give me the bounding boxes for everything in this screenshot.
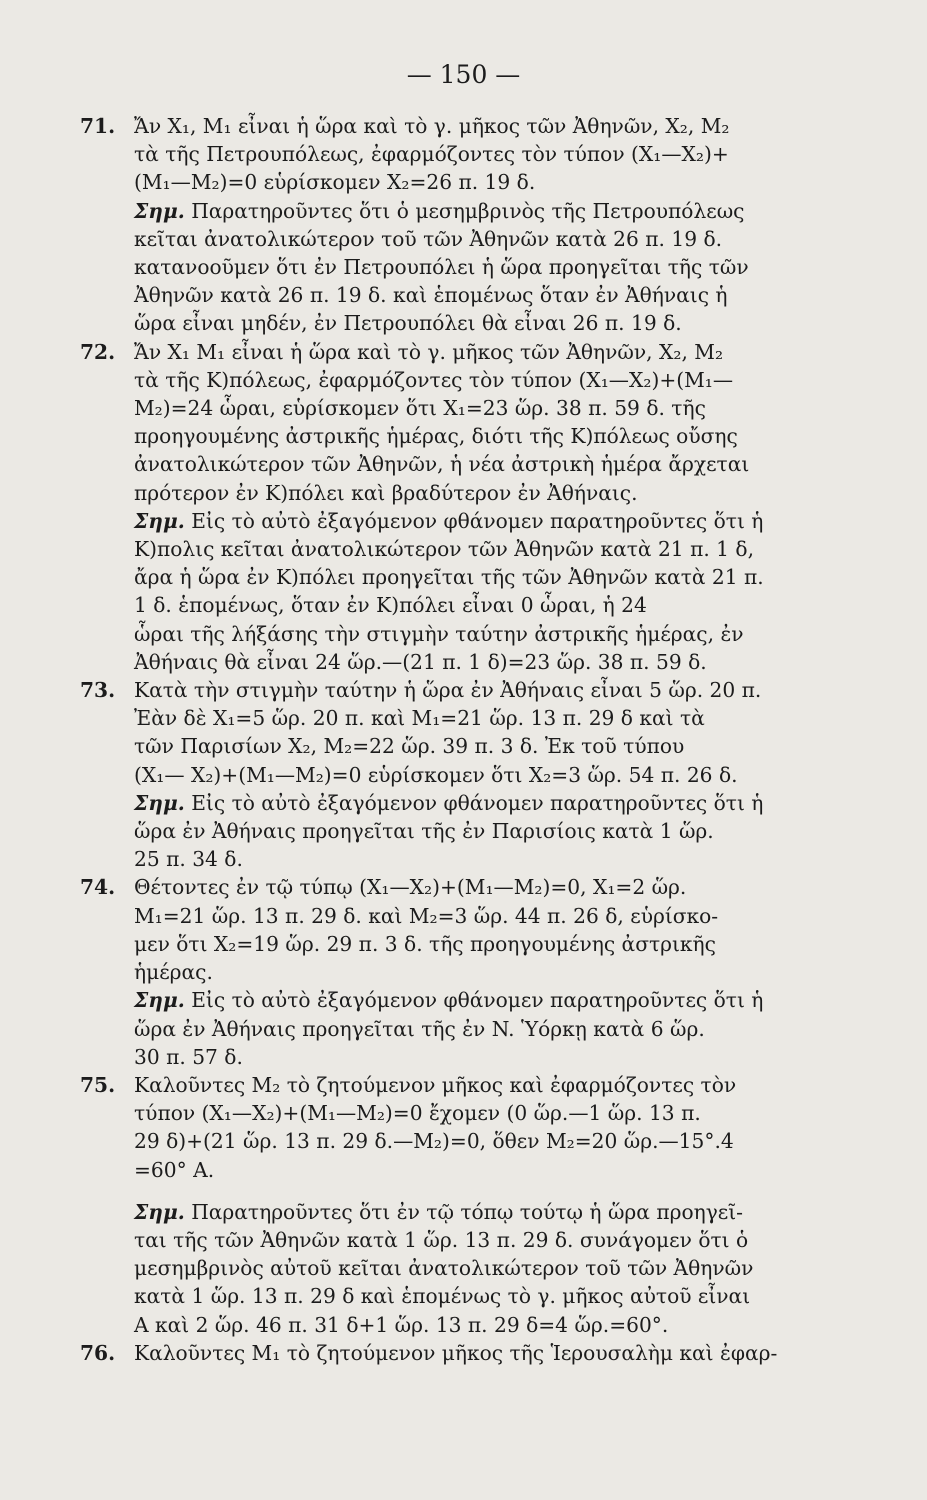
text-line: Ἐὰν δὲ X₁=5 ὥρ. 20 π. καὶ M₁=21 ὥρ. 13 π. 29 δ καὶ τὰ: [134, 706, 705, 731]
text-line: Θέτοντες ἐν τῷ τύπῳ (X₁—X₂)+(M₁—M₂)=0, X₁=2 ὥρ.: [134, 875, 687, 900]
text-line: 29 δ)+(21 ὥρ. 13 π. 29 δ.—M₂)=0, ὅθεν M₂=20 ὥρ.—15°.4: [134, 1129, 734, 1154]
note-line: ὥρα ἐν Ἀθήναις προηγεῖται τῆς ἐν N. Ὑόρκῃ κατὰ 6 ὥρ.: [134, 1016, 705, 1041]
text-line: πρότερον ἐν K)πόλει καὶ βραδύτερον ἐν Ἀθήναις.: [134, 480, 638, 505]
note-line: [134, 789, 880, 817]
exercise-number: 74.: [80, 875, 116, 900]
note-line: A καὶ 2 ὥρ. 46 π. 31 δ+1 ὥρ. 13 π. 29 δ=4 ὥρ.=60°.: [134, 1312, 669, 1337]
text-line: τῶν Παρισίων X₂, M₂=22 ὥρ. 39 π. 3 δ. Ἐκ τοῦ τύπου: [134, 734, 685, 759]
note-line: [134, 986, 880, 1014]
note-line: 1 δ. ἑπομένως, ὅταν ἐν K)πόλει εἶναι 0 ὧραι, ἡ 24: [134, 593, 647, 618]
note-line: Ἀθηνῶν κατὰ 26 π. 19 δ. καὶ ἑπομένως ὅταν ἐν Ἀθήναις ἡ: [134, 283, 728, 308]
text-line: M₁=21 ὥρ. 13 π. 29 δ. καὶ M₂=3 ὥρ. 44 π. 26 δ, εὑρίσκο-: [134, 903, 719, 928]
note-line: ἄρα ἡ ὥρα ἐν K)πόλει προηγεῖται τῆς τῶν Ἀθηνῶν κατὰ 21 π.: [134, 565, 764, 590]
note-line: κατὰ 1 ὥρ. 13 π. 29 δ καὶ ἑπομένως τὸ γ. μῆκος αὐτοῦ εἶναι: [134, 1284, 751, 1309]
text-line: ἀνατολικώτερον τῶν Ἀθηνῶν, ἡ νέα ἀστρικὴ ἡμέρα ἄρχεται: [134, 452, 750, 477]
note-line: Ἀθήναις θὰ εἶναι 24 ὥρ.—(21 π. 1 δ)=23 ὥρ. 38 π. 59 δ.: [134, 649, 707, 674]
text-line: (M₁—M₂)=0 εὑρίσκομεν X₂=26 π. 19 δ.: [134, 170, 536, 195]
note-label: Σημ.: [134, 790, 185, 815]
note-line: [134, 507, 880, 535]
note-line: [134, 197, 880, 225]
text-line: τὰ τῆς K)πόλεως, ἐφαρμόζοντες τὸν τύπον (X₁—X₂)+(M₁—: [134, 367, 734, 392]
text-line: =60° A.: [134, 1157, 215, 1182]
exercise-72: [80, 338, 880, 676]
exercise-number: 71.: [80, 114, 116, 138]
exercise-76: [80, 1339, 880, 1367]
exercise-71: [80, 112, 880, 338]
exercise-73: [80, 676, 880, 873]
note-line: 30 π. 57 δ.: [134, 1044, 243, 1069]
text-line: Κατὰ τὴν στιγμὴν ταύτην ἡ ὥρα ἐν Ἀθήναις εἶναι 5 ὥρ. 20 π.: [134, 678, 762, 703]
note-label: Σημ.: [134, 988, 185, 1013]
text-line: προηγουμένης ἀστρικῆς ἡμέρας, διότι τῆς K)πόλεως οὔσης: [134, 424, 738, 449]
note-label: Σημ.: [134, 1199, 185, 1224]
text-line: μεν ὅτι X₂=19 ὥρ. 29 π. 3 δ. τῆς προηγουμένης ἀστρικῆς: [134, 931, 716, 956]
note-line: ὧραι τῆς λήξάσης τὴν στιγμὴν ταύτην ἀστρικῆς ἡμέρας, ἐν: [134, 621, 744, 646]
note-text: Παρατηροῦντες ὅτι ἐν τῷ τόπῳ τούτῳ ἡ ὥρα προηγεῖ-: [191, 1199, 743, 1224]
note-line: ται τῆς τῶν Ἀθηνῶν κατὰ 1 ὥρ. 13 π. 29 δ. συνάγομεν ὅτι ὁ: [134, 1227, 749, 1252]
text-line: Ἄν X₁ M₁ εἶναι ἡ ὥρα καὶ τὸ γ. μῆκος τῶν Ἀθηνῶν, X₂, M₂: [134, 339, 724, 364]
exercise-74: [80, 873, 880, 1070]
note-line: [134, 1198, 880, 1226]
note-label: Σημ.: [134, 198, 185, 223]
exercise-number: 75.: [80, 1072, 116, 1097]
note-text: Εἰς τὸ αὐτὸ ἐξαγόμενον φθάνομεν παρατηροῦντες ὅτι ἡ: [191, 790, 764, 815]
exercise-75: [80, 1071, 880, 1339]
note-line: ὥρα εἶναι μηδέν, ἐν Πετρουπόλει θὰ εἶναι 26 π. 19 δ.: [134, 311, 682, 336]
text-line: (X₁— X₂)+(M₁—M₂)=0 εὑρίσκομεν ὅτι X₂=3 ὥρ. 54 π. 26 δ.: [134, 762, 738, 787]
text-line: Καλοῦντες M₁ τὸ ζητούμενον μῆκος τῆς Ἱερουσαλὴμ καὶ ἐφαρ-: [134, 1340, 778, 1365]
exercise-number: 76.: [80, 1340, 116, 1365]
text-line: Καλοῦντες M₂ τὸ ζητούμενον μῆκος καὶ ἐφαρμόζοντες τὸν: [134, 1072, 737, 1097]
text-line: τύπον (X₁—X₂)+(M₁—M₂)=0 ἔχομεν (0 ὥρ.—1 ὥρ. 13 π.: [134, 1101, 701, 1126]
text-line: M₂)=24 ὧραι, εὑρίσκομεν ὅτι X₁=23 ὥρ. 38 π. 59 δ. τῆς: [134, 396, 706, 421]
note-line: ὥρα ἐν Ἀθήναις προηγεῖται τῆς ἐν Παρισίοις κατὰ 1 ὥρ.: [134, 819, 714, 844]
note-text: Εἰς τὸ αὐτὸ ἐξαγόμενον φθάνομεν παρατηροῦντες ὅτι ἡ: [191, 508, 764, 533]
page-content: [80, 112, 880, 1367]
note-line: κατανοοῦμεν ὅτι ἐν Πετρουπόλει ἡ ὥρα προηγεῖται τῆς τῶν: [134, 255, 749, 280]
note-label: Σημ.: [134, 508, 185, 533]
page-number: — 150 —: [406, 60, 521, 89]
note-line: K)πολις κεῖται ἀνατολικώτερον τῶν Ἀθηνῶν κατὰ 21 π. 1 δ,: [134, 537, 754, 562]
text-line: τὰ τῆς Πετρουπόλεως, ἐφαρμόζοντες τὸν τύπον (X₁—X₂)+: [134, 142, 729, 167]
exercise-number: 73.: [80, 678, 116, 703]
exercise-number: 72.: [80, 339, 116, 364]
text-line: Ἄν X₁, M₁ εἶναι ἡ ὥρα καὶ τὸ γ. μῆκος τῶν Ἀθηνῶν, X₂, M₂: [134, 114, 730, 138]
note-line: 25 π. 34 δ.: [134, 847, 243, 872]
note-line: μεσημβρινὸς αὐτοῦ κεῖται ἀνατολικώτερον τοῦ τῶν Ἀθηνῶν: [134, 1256, 754, 1281]
note-text: Εἰς τὸ αὐτὸ ἐξαγόμενον φθάνομεν παρατηροῦντες ὅτι ἡ: [191, 988, 764, 1013]
text-line: ἡμέρας.: [134, 960, 213, 985]
note-line: κεῖται ἀνατολικώτερον τοῦ τῶν Ἀθηνῶν κατὰ 26 π. 19 δ.: [134, 226, 723, 251]
note-text: Παρατηροῦντες ὅτι ὁ μεσημβρινὸς τῆς Πετρουπόλεως: [191, 198, 745, 223]
